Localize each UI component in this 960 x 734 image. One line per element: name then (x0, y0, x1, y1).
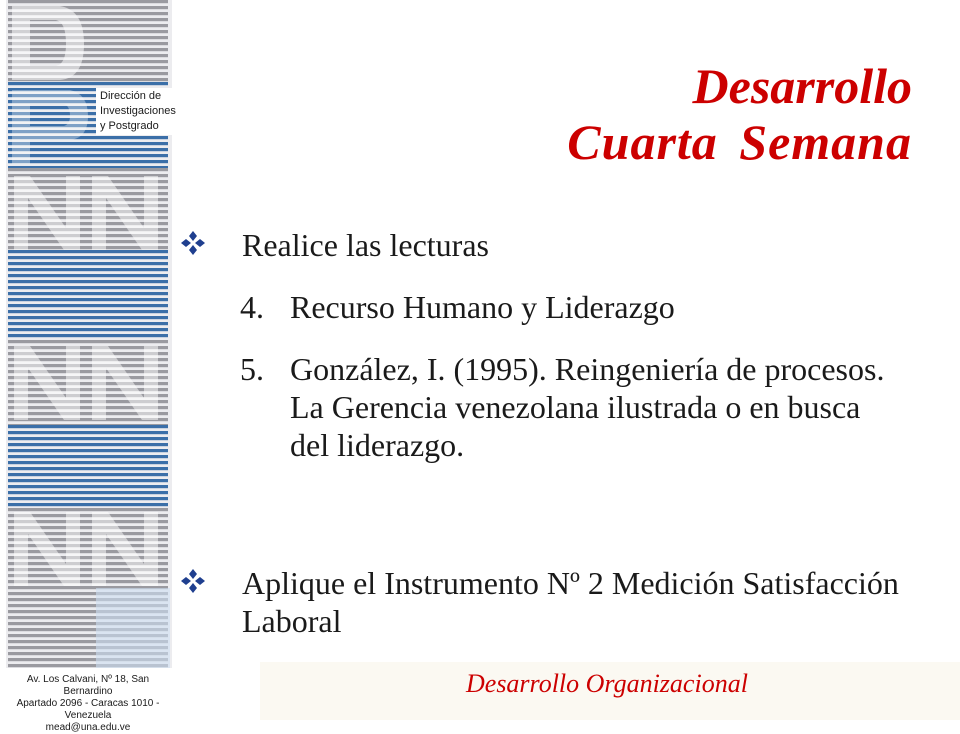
institution-label: Dirección de Investigaciones y Postgrado (96, 88, 178, 135)
sidebar-logo-strip (0, 0, 176, 733)
title-line-1: Desarrollo (692, 58, 912, 114)
footer-course-name: Desarrollo Organizacional (466, 669, 748, 698)
address-line-1: Av. Los Calvani, Nº 18, San Bernardino (26, 674, 150, 697)
bullet-text-readings: Realice las lecturas (242, 227, 489, 263)
item-text: González, I. (1995). Reingeniería de procesos. La Gerencia venezolana ilustrada o en busca del liderazgo. (290, 351, 885, 463)
item-number: 4. (240, 289, 264, 325)
address-line-3: mead@una.edu.ve (45, 722, 131, 733)
four-diamond-icon (180, 568, 206, 594)
slide-title (567, 58, 912, 170)
four-diamond-icon (180, 230, 206, 256)
title-line-2: Cuarta Semana (567, 114, 912, 170)
item-text: Recurso Humano y Liderazgo (290, 289, 675, 325)
item-number: 5. (240, 351, 264, 387)
bullet-text-instrument: Aplique el Instrumento Nº 2 Medición Satisfacción Laboral (242, 565, 899, 639)
address-line-2: Apartado 2096 - Caracas 1010 - Venezuela (16, 698, 160, 721)
institution-address (6, 674, 170, 734)
